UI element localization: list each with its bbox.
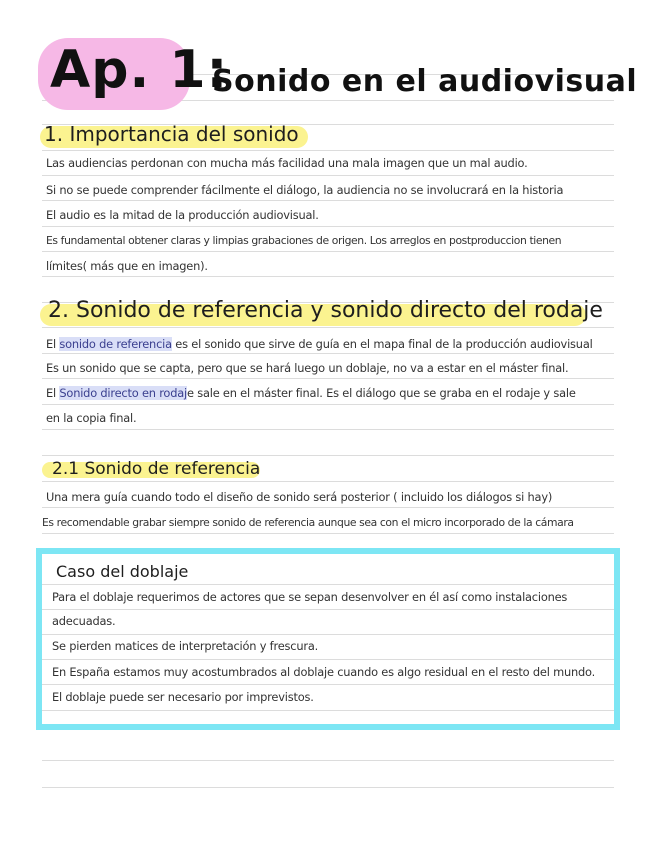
dubbing-line: El doblaje puede ser necesario por imprevistos. [52,690,314,704]
term-highlight: Sonido directo en rodaj [59,386,187,400]
section21-line: Una mera guía cuando todo el diseño de sonido será posterior ( incluido los diálogos si hay) [46,490,553,504]
section1-line: límites( más que en imagen). [46,259,208,273]
section21-heading: 2.1 Sonido de referencia [52,459,261,479]
section1-line: Las audiencias perdonan con mucha más facilidad una mala imagen que un mal audio. [46,156,528,170]
page-title: Sonido en el audiovisual [212,64,638,99]
dubbing-line: Para el doblaje requerimos de actores que se sepan desenvolver en él así como instalaciones [52,590,568,604]
dubbing-line: Se pierden matices de interpretación y frescura. [52,639,319,653]
section2-line: en la copia final. [46,411,137,425]
section2-line: Es un sonido que se capta, pero que se hará luego un doblaje, no va a estar en el máster final. [46,361,569,375]
chapter-title: Ap. 1: [50,40,229,100]
term-highlight: sonido de referencia [59,337,172,351]
section2-line: El sonido de referencia es el sonido que sirve de guía en el mapa final de la producción audiovisual [46,337,593,351]
dubbing-line: En España estamos muy acostumbrados al doblaje cuando es algo residual en el resto del mundo. [52,665,596,679]
section1-heading: 1. Importancia del sonido [44,122,299,146]
dubbing-heading: Caso del doblaje [56,562,189,581]
section2-line: El Sonido directo en rodaje sale en el máster final. Es el diálogo que se graba en el rodaje y sale [46,386,576,400]
section1-line: Si no se puede comprender fácilmente el diálogo, la audiencia no se involucrará en la historia [46,183,564,197]
section1-line: El audio es la mitad de la producción audiovisual. [46,208,319,222]
section1-line: Es fundamental obtener claras y limpias grabaciones de origen. Los arreglos en postproduccion tienen [46,234,562,247]
section21-line: Es recomendable grabar siempre sonido de referencia aunque sea con el micro incorporado de la cámara [42,516,574,529]
section2-heading: 2. Sonido de referencia y sonido directo del rodaje [48,298,603,323]
dubbing-line: adecuadas. [52,614,116,628]
